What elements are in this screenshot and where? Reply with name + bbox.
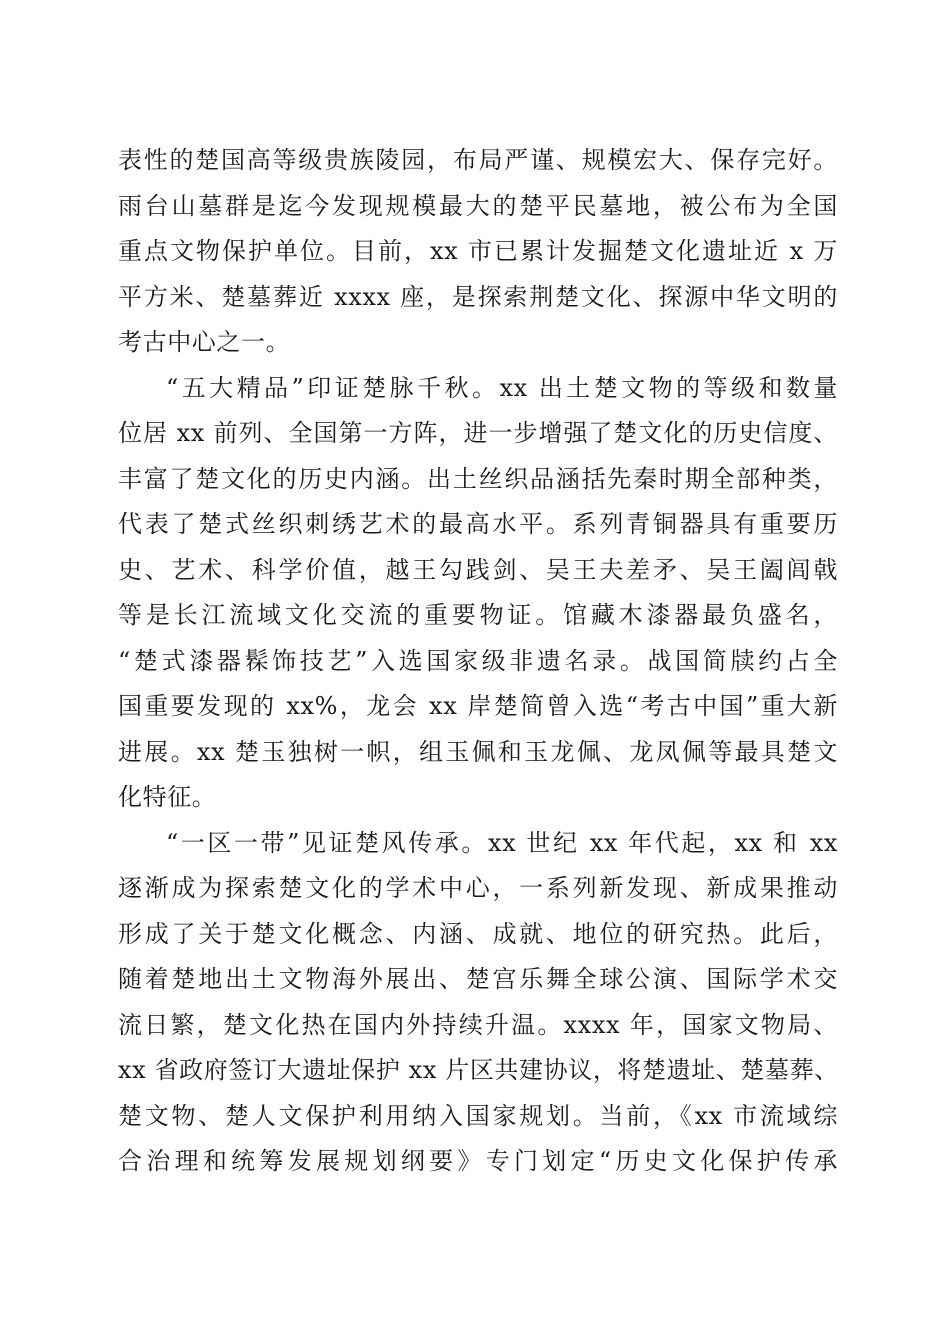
text-line: 国重要发现的 xx%，龙会 xx 岸楚简曾入选“考古中国”重大新 xyxy=(118,692,838,720)
text-line: 随着楚地出土文物海外展出、楚宫乐舞全球公演、国际学术交 xyxy=(118,965,838,993)
text-line: 进展。xx 楚玉独树一帜，组玉佩和玉龙佩、龙凤佩等最具楚文 xyxy=(118,737,838,766)
body-text xyxy=(118,138,838,1185)
text-line: 合治理和统筹发展规划纲要》专门划定“历史文化保护传承 xyxy=(118,1147,838,1175)
paragraph-last-line: 考古中心之一。 xyxy=(118,328,291,356)
text-line: xx 省政府签订大遗址保护 xx 片区共建协议，将楚遗址、楚墓葬、 xyxy=(118,1056,839,1084)
paragraph-last-line: 化特征。 xyxy=(118,783,217,811)
text-line: 等是长江流域文化交流的重要物证。馆藏木漆器最负盛名， xyxy=(118,601,838,629)
text-line: 逐渐成为探索楚文化的学术中心，一系列新发现、新成果推动 xyxy=(118,874,838,902)
text-line: 史、艺术、科学价值，越王勾践剑、吴王夫差矛、吴王阖闾戟 xyxy=(118,555,838,584)
text-line: 形成了关于楚文化概念、内涵、成就、地位的研究热。此后， xyxy=(118,919,838,948)
text-line: 平方米、楚墓葬近 xxxx 座，是探索荆楚文化、探源中华文明的 xyxy=(118,282,838,311)
text-line: 雨台山墓群是迄今发现规模最大的楚平民墓地，被公布为全国 xyxy=(118,191,838,220)
paragraph-first-line: “五大精品”印证楚脉千秋。xx 出土楚文物的等级和数量 xyxy=(166,373,838,402)
text-line: 流日繁，楚文化热在国内外持续升温。xxxx 年，国家文物局、 xyxy=(118,1010,838,1039)
text-line: “楚式漆器髹饰技艺”入选国家级非遗名录。战国简牍约占全 xyxy=(118,646,838,675)
text-line: 表性的楚国高等级贵族陵园，布局严谨、规模宏大、保存完好。 xyxy=(118,146,838,174)
text-line: 重点文物保护单位。目前，xx 市已累计发掘楚文化遗址近 x 万 xyxy=(118,237,838,265)
text-line: 丰富了楚文化的历史内涵。出土丝织品涵括先秦时期全部种类， xyxy=(118,464,838,493)
text-line: 代表了楚式丝织刺绣艺术的最高水平。系列青铜器具有重要历 xyxy=(118,510,838,538)
paragraph-first-line: “一区一带”见证楚风传承。xx 世纪 xx 年代起，xx 和 xx xyxy=(166,828,838,857)
text-line: 楚文物、楚人文保护利用纳入国家规划。当前，《xx 市流域综 xyxy=(118,1101,838,1130)
text-line: 位居 xx 前列、全国第一方阵，进一步增强了楚文化的历史信度、 xyxy=(118,419,838,447)
